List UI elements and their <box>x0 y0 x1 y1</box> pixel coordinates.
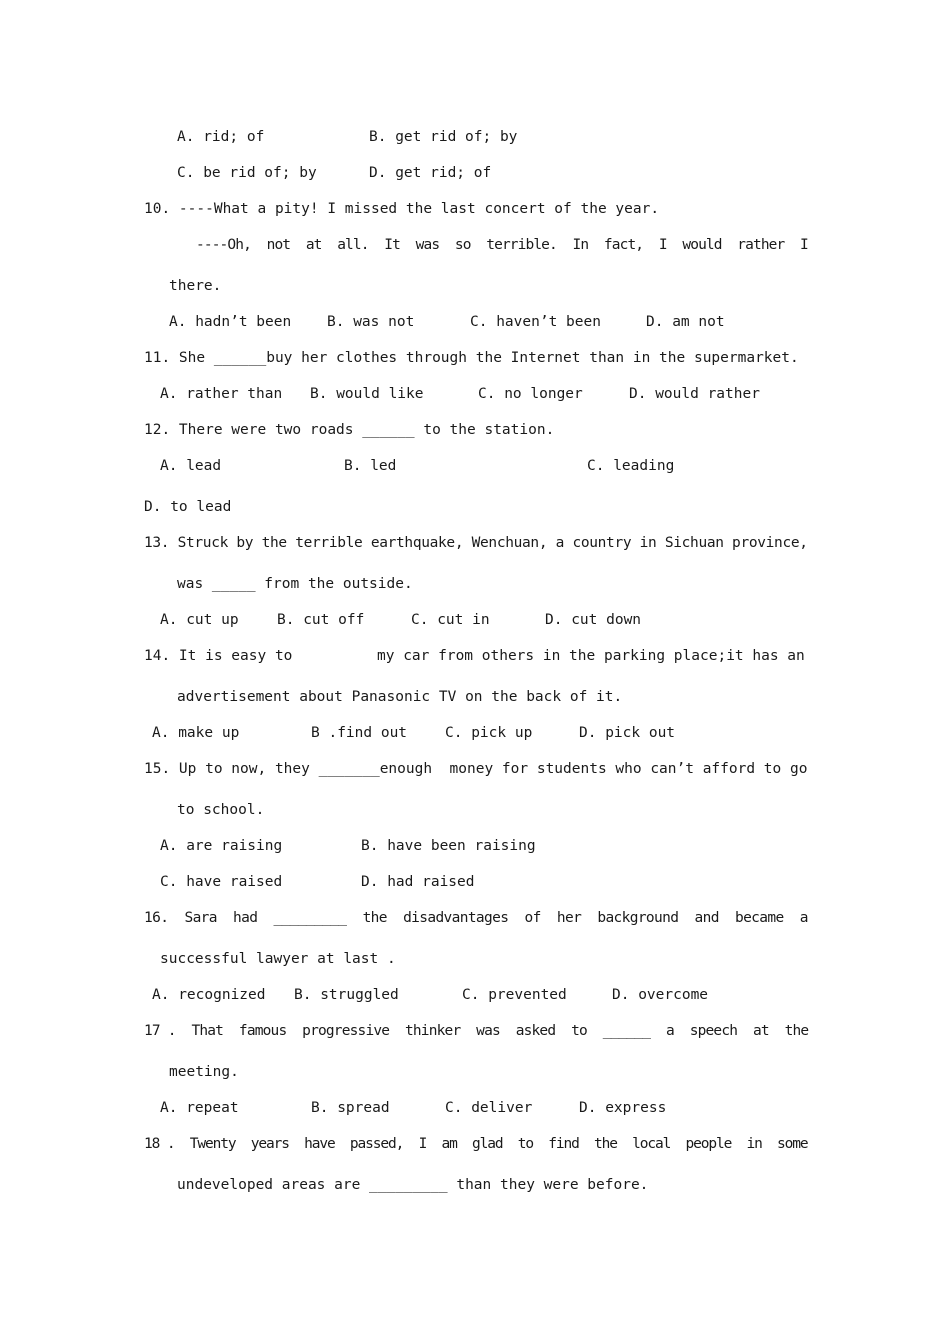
q15-option-a: A. are raising <box>160 838 283 854</box>
q17-stem: 17 . That famous progressive thinker was asked to ______ a speech at the <box>144 1023 809 1039</box>
q13-stem-cont: was _____ from the outside. <box>177 576 413 592</box>
q16-stem: 16. Sara had _________ the disadvantages of her background and became a <box>144 910 808 926</box>
q9-option-b: B. get rid of; by <box>369 129 518 145</box>
q18-stem: 18 . Twenty years have passed, I am glad to find the local people in some <box>144 1136 808 1152</box>
q12-option-a: A. lead <box>160 458 222 474</box>
q14-stem-cont: advertisement about Panasonic TV on the back of it. <box>177 689 623 705</box>
q15-option-b: B. have been raising <box>361 838 536 854</box>
q13-option-b: B. cut off <box>277 612 365 628</box>
q17-option-c: C. deliver <box>445 1100 533 1116</box>
q10-option-b: B. was not <box>327 314 415 330</box>
q11-option-d: D. would rather <box>629 386 760 402</box>
q12-stem: 12. There were two roads ______ to the station. <box>144 422 555 438</box>
q11-option-c: C. no longer <box>478 386 583 402</box>
q13-option-c: C. cut in <box>411 612 490 628</box>
q13-option-d: D. cut down <box>545 612 642 628</box>
q15-option-c: C. have raised <box>160 874 283 890</box>
q9-option-c: C. be rid of; by <box>177 165 317 181</box>
q15-stem-cont: to school. <box>177 802 265 818</box>
q12-option-c: C. leading <box>587 458 675 474</box>
q15-option-d: D. had raised <box>361 874 475 890</box>
q15-stem: 15. Up to now, they _______enough money for students who can’t afford to go <box>144 761 808 777</box>
q10-response: ----Oh, not at all. It was so terrible. In fact, I would rather I <box>196 237 808 253</box>
q17-stem-cont: meeting. <box>169 1064 239 1080</box>
q18-stem-cont: undeveloped areas are _________ than they were before. <box>177 1177 649 1193</box>
q14-stem-part2: my car from others in the parking place;it has an <box>377 648 805 664</box>
q13-option-a: A. cut up <box>160 612 239 628</box>
q14-option-d: D. pick out <box>579 725 676 741</box>
q10-option-d: D. am not <box>646 314 725 330</box>
q12-option-b: B. led <box>344 458 397 474</box>
q12-option-d: D. to lead <box>144 499 232 515</box>
q14-stem: 14. It is easy to <box>144 648 293 664</box>
q10-response-cont: there. <box>169 278 222 294</box>
q14-option-c: C. pick up <box>445 725 533 741</box>
q17-option-a: A. repeat <box>160 1100 239 1116</box>
q10-option-a: A. hadn’t been <box>169 314 292 330</box>
q17-option-d: D. express <box>579 1100 667 1116</box>
q9-option-a: A. rid; of <box>177 129 265 145</box>
q17-option-b: B. spread <box>311 1100 390 1116</box>
q14-option-a: A. make up <box>152 725 240 741</box>
q16-option-b: B. struggled <box>294 987 399 1003</box>
q16-option-d: D. overcome <box>612 987 709 1003</box>
q16-option-c: C. prevented <box>462 987 567 1003</box>
q16-option-a: A. recognized <box>152 987 266 1003</box>
q9-option-d: D. get rid; of <box>369 165 492 181</box>
q11-option-a: A. rather than <box>160 386 283 402</box>
q10-option-c: C. haven’t been <box>470 314 601 330</box>
q11-stem: 11. She ______buy her clothes through the Internet than in the supermarket. <box>144 350 799 366</box>
q13-stem: 13. Struck by the terrible earthquake, Wenchuan, a country in Sichuan province, <box>144 535 808 551</box>
q10-stem: 10. ----What a pity! I missed the last concert of the year. <box>144 201 660 217</box>
q14-option-b: B .find out <box>311 725 408 741</box>
q16-stem-cont: successful lawyer at last . <box>160 951 396 967</box>
q11-option-b: B. would like <box>310 386 424 402</box>
